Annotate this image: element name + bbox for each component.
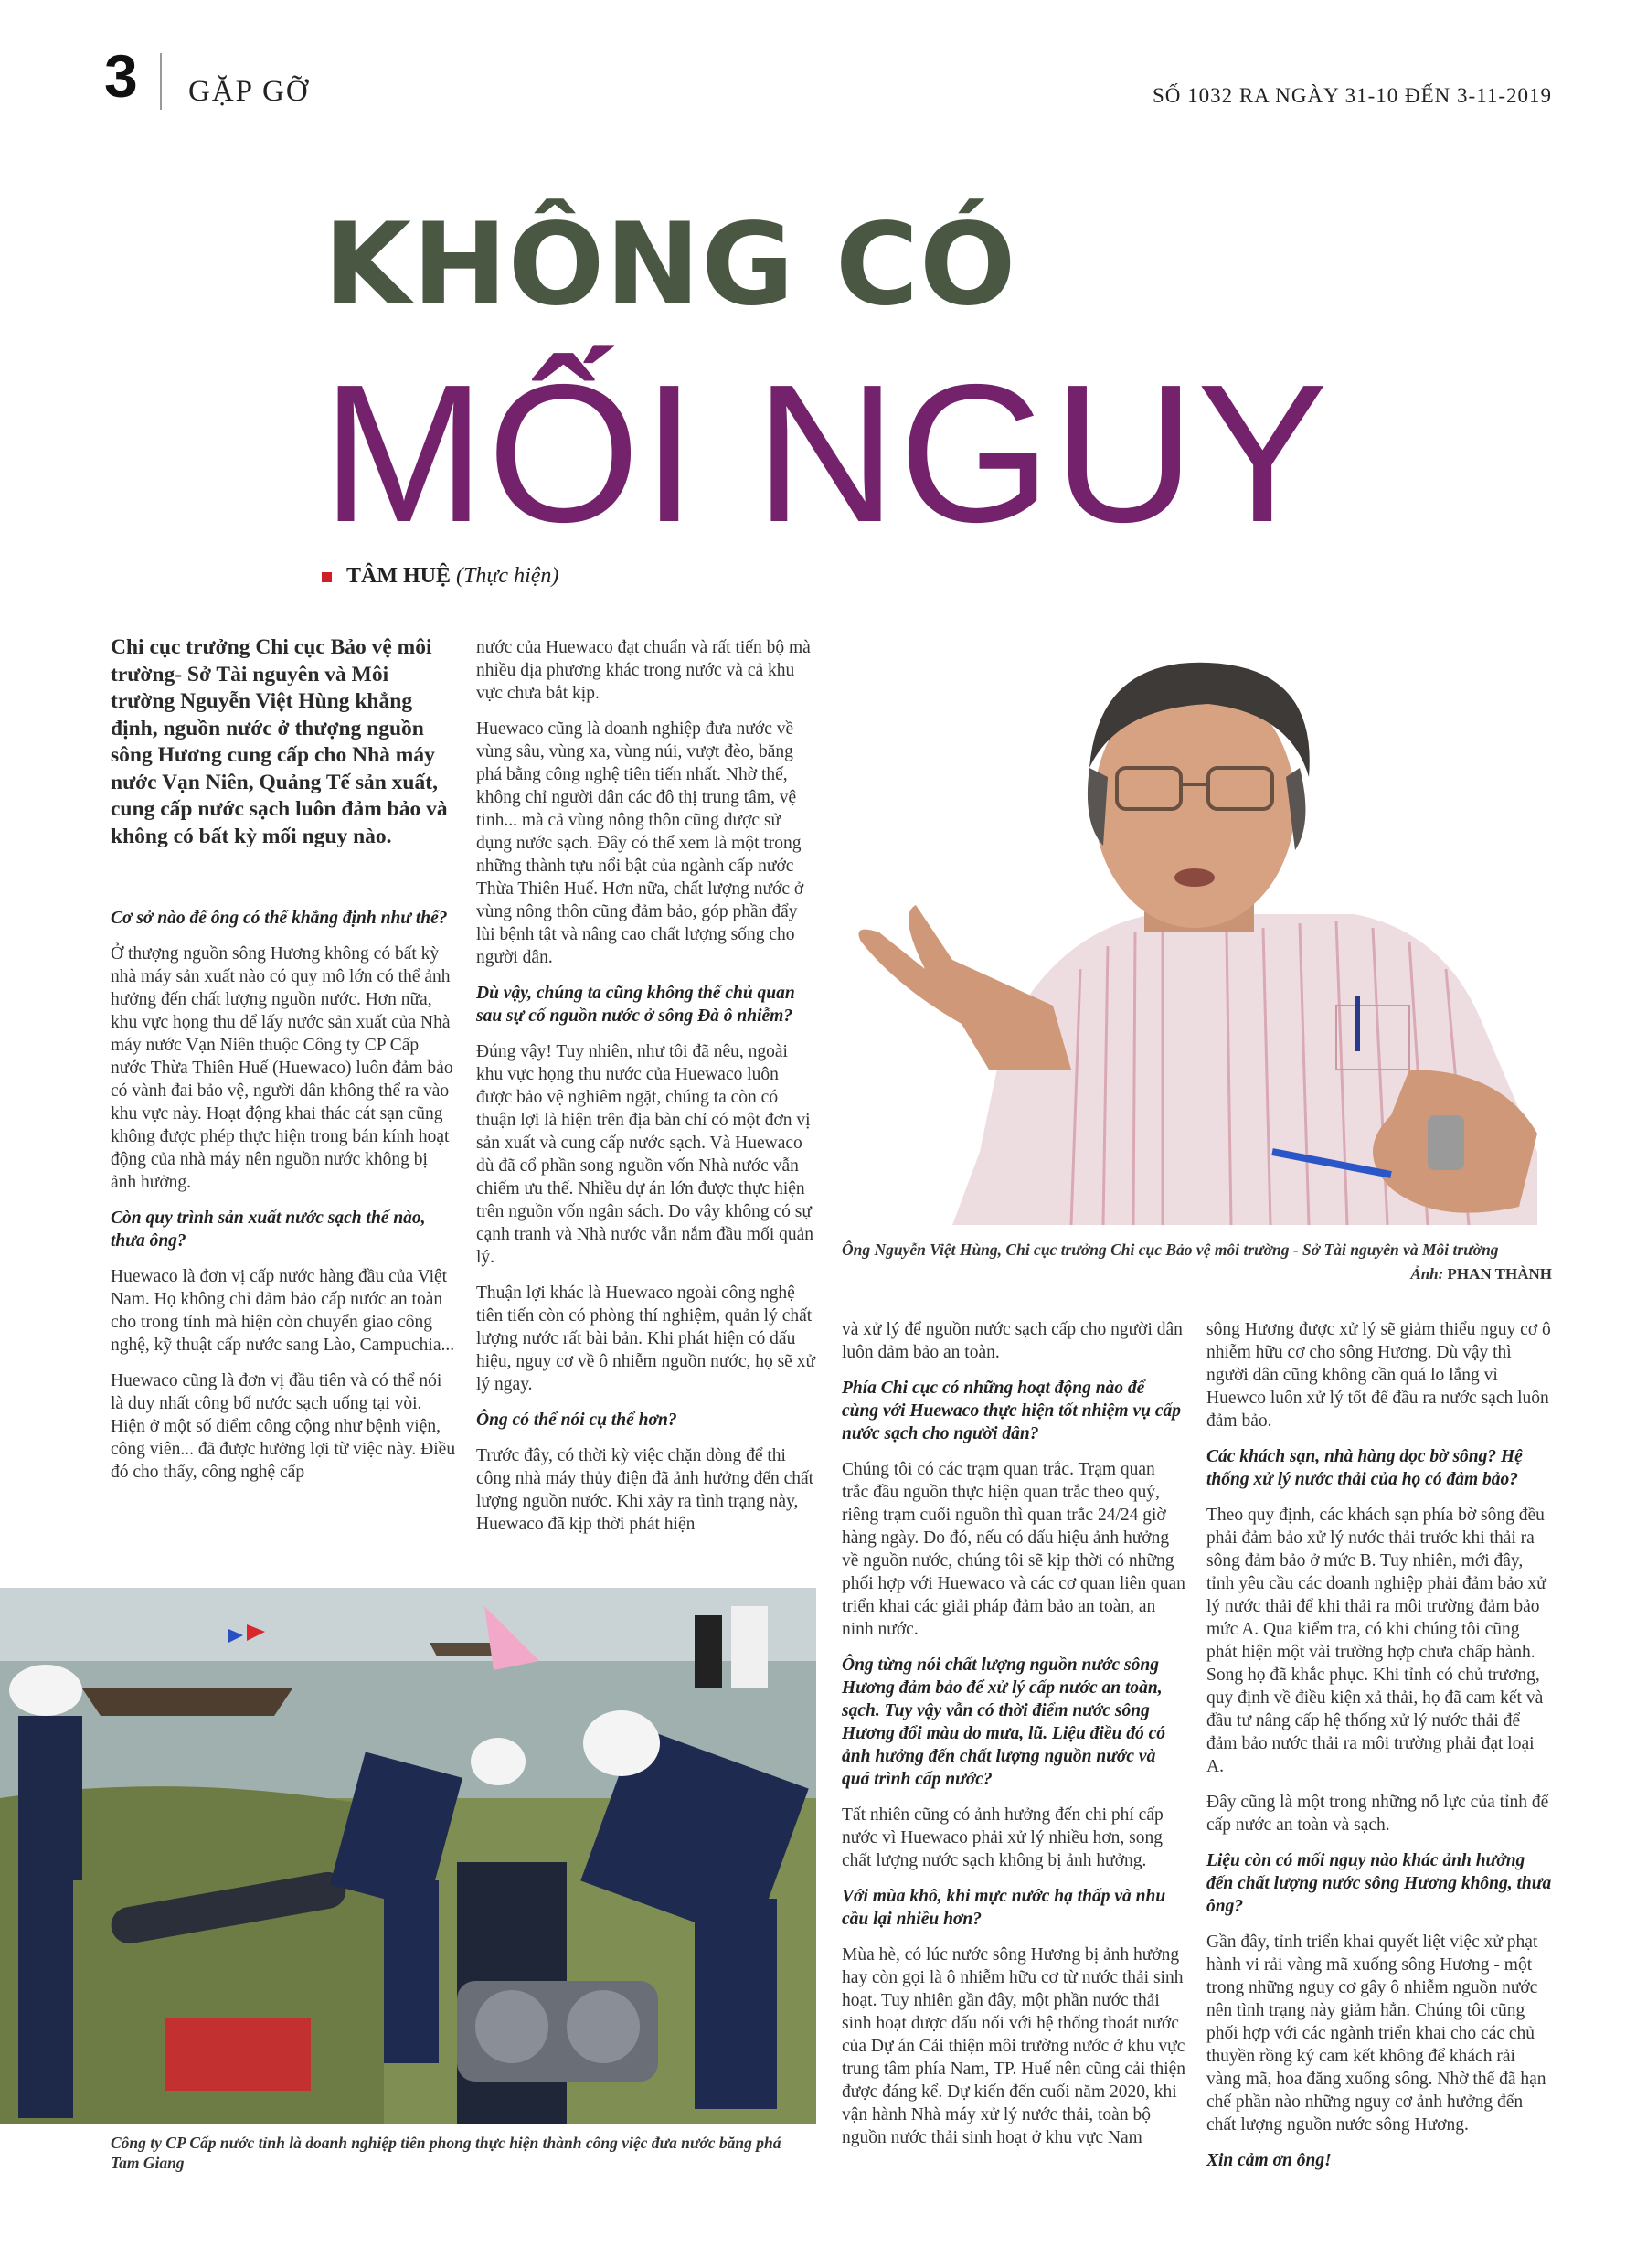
answer: Trước đây, có thời kỳ việc chặn dòng để thi công nhà máy thủy điện đã ảnh hưởng đến chất lượng nguồn nước. Khi xảy ra tình trạng này, Huewaco đã kịp thời phát hiện — [476, 1446, 814, 1534]
issue-info: SỐ 1032 RA NGÀY 31-10 ĐẾN 3-11-2019 — [1152, 84, 1552, 107]
article-column-3 — [842, 1318, 1185, 2162]
question: Cơ sở nào để ông có thể khẳng định như thế? — [111, 909, 448, 928]
byline — [322, 564, 558, 589]
question: Dù vậy, chúng ta cũng không thể chủ quan sau sự cố nguồn nước ở sông Đà ô nhiễm? — [476, 984, 795, 1026]
workers-illustration — [0, 1588, 816, 2124]
header-divider — [160, 53, 162, 110]
page-number: 3 — [104, 42, 138, 110]
photo-credit — [1410, 1265, 1552, 1283]
headline-line-1: KHÔNG CÓ — [324, 199, 1017, 331]
author-role: (Thực hiện) — [456, 564, 559, 588]
photo-credit-name: PHAN THÀNH — [1447, 1265, 1552, 1283]
answer: Huewaco cũng là đơn vị đầu tiên và có thể nói là duy nhất công bố nước sạch uống tại vòi. Hiện ở một số điểm công cộng như bệnh viện, công viên... đã được hưởng lợi từ việc này. Điều đó cho thấy, công nghệ cấp — [111, 1371, 456, 1482]
answer: Đúng vậy! Tuy nhiên, như tôi đã nêu, ngoài khu vực họng thu nước của Huewaco luôn được bảo vệ nghiêm ngặt, chúng ta còn có thuận lợi là hiện trên địa bàn chỉ có một đơn vị sản xuất và cung cấp nước sạch. Và Huewaco dù đã cổ phần song nguồn vốn Nhà nước vẫn chiếm ưu thế. Nhiều dự án lớn được thực hiện trên nguồn vốn ngân sách. Do vậy không có sự cạnh tranh và Nhà nước vẫn nắm đầu mối quản lý. — [476, 1042, 814, 1267]
bullet-square-icon — [322, 572, 332, 582]
answer: và xử lý để nguồn nước sạch cấp cho người dân luôn đảm bảo an toàn. — [842, 1320, 1183, 1362]
answer: Mùa hè, có lúc nước sông Hương bị ảnh hưởng hay còn gọi là ô nhiễm hữu cơ từ nước thải sinh hoạt. Tuy nhiên gần đây, một phần nước thải sinh hoạt được đấu nối với hệ thống thoát nước của Dự án Cải thiện môi trường nước ở khu vực trung tâm phía Nam, TP. Huế nên cũng cải thiện được đáng kể. Dự kiến đến cuối năm 2020, khi vận hành Nhà máy xử lý nước thải, toàn bộ nguồn nước thải sinh hoạt ở khu vực Nam — [842, 1945, 1186, 2147]
portrait-photo — [843, 640, 1556, 1225]
article-column-4 — [1206, 1318, 1552, 2185]
question: Ông từng nói chất lượng nguồn nước sông Hương đảm bảo để xử lý cấp nước an toàn, sạch. Tuy vậy vẫn có thời điểm nước sông Hương đổi màu do mưa, lũ. Liệu điều đó có ảnh hưởng đến chất lượng nguồn nước và quá trình cấp nước? — [842, 1656, 1165, 1789]
lead-paragraph: Chi cục trưởng Chi cục Bảo vệ môi trường- Sở Tài nguyên và Môi trường Nguyễn Việt Hùng khẳng định, nguồn nước ở thượng nguồn sông Hương cung cấp cho Nhà máy nước Vạn Niên, Quảng Tế sản xuất, cung cấp nước sạch luôn đảm bảo và không có bất kỳ mối nguy nào. — [111, 635, 448, 848]
answer: Chúng tôi có các trạm quan trắc. Trạm quan trắc đầu nguồn thực hiện quan trắc theo quý, riêng trạm cuối nguồn thì quan trắc 24/24 giờ hàng ngày. Do đó, nếu có dấu hiệu ảnh hưởng về nguồn nước, chúng tôi sẽ kịp thời có những phối hợp với Huewaco và các cơ quan liên quan triển khai các giải pháp đảm bảo an toàn, an ninh nước. — [842, 1460, 1185, 1639]
portrait-illustration — [843, 640, 1556, 1225]
answer: Tất nhiên cũng có ảnh hưởng đến chi phí cấp nước vì Huewaco phải xử lý nhiều hơn, song chất lượng nước sạch không bị ảnh hưởng. — [842, 1805, 1164, 1870]
portrait-caption: Ông Nguyễn Việt Hùng, Chi cục trưởng Chi cục Bảo vệ môi trường - Sở Tài nguyên và Môi trường — [842, 1240, 1499, 1259]
answer: Theo quy định, các khách sạn phía bờ sông đều phải đảm bảo xử lý nước thải trước khi thải ra sông đảm bảo ở mức B. Tuy nhiên, mới đây, tỉnh yêu cầu các doanh nghiệp phải đảm bảo xử lý nước thải để khi thải ra môi trường đảm bảo mức A. Qua kiểm tra, có khi chúng tôi cũng phát hiện một vài trường hợp chưa chấp hành. Song họ đã khắc phục. Khi tỉnh có chủ trương, quy định về điều kiện xả thải, họ đã cam kết và đầu tư nâng cấp hệ thống xử lý nước thải để đảm bảo nước thải ra môi trường phải đạt loại A. — [1206, 1506, 1546, 1776]
answer: Thuận lợi khác là Huewaco ngoài công nghệ tiên tiến còn có phòng thí nghiệm, quản lý chất lượng nước rất bài bản. Khi phát hiện có dấu hiệu, nguy cơ về ô nhiễm nguồn nước, họ sẽ xử lý ngay. — [476, 1283, 816, 1394]
photo-credit-prefix: Ảnh: — [1410, 1265, 1444, 1283]
question: Liệu còn có mối nguy nào khác ảnh hưởng đến chất lượng nước sông Hương không, thưa ông? — [1206, 1851, 1552, 1916]
author-name: TÂM HUỆ — [346, 564, 451, 588]
question: Phía Chi cục có những hoạt động nào để cùng với Huewaco thực hiện tốt nhiệm vụ cấp nước sạch cho người dân? — [842, 1379, 1181, 1443]
answer: Đây cũng là một trong những nỗ lực của tỉnh để cấp nước an toàn và sạch. — [1206, 1793, 1549, 1835]
section-label: GẶP GỠ — [188, 75, 310, 108]
answer: Huewaco là đơn vị cấp nước hàng đầu của Việt Nam. Họ không chỉ đảm bảo cấp nước an toàn cho trong tỉnh mà hiện còn chuyển giao công nghệ, kỹ thuật cấp nước sang Lào, Campuchia... — [111, 1267, 455, 1355]
question: Với mùa khô, khi mực nước hạ thấp và nhu cầu lại nhiều hơn? — [842, 1887, 1166, 1929]
answer: nước của Huewaco đạt chuẩn và rất tiến bộ mà nhiều địa phương khác trong nước và cả khu vực chưa bắt kịp. — [476, 638, 811, 703]
article-column-1 — [111, 901, 456, 1496]
answer: Gần đây, tỉnh triển khai quyết liệt việc xử phạt hành vi rải vàng mã xuống sông Hương - một trong những nguy cơ gây ô nhiễm nguồn nước nên tình trạng này giảm hẳn. Chúng tôi cũng phối hợp với các ngành triển khai cho các chủ thuyền rồng ký cam kết không để khách rải vàng mã, hoa đăng xuống sông. Nhờ thế đã hạn chế phần nào những nguy cơ ảnh hưởng đến chất lượng nguồn nước sông Hương. — [1206, 1933, 1546, 2135]
headline-line-2: MỐI NGUY — [322, 343, 1330, 563]
answer: sông Hương được xử lý sẽ giảm thiểu nguy cơ ô nhiễm hữu cơ cho sông Hương. Dù vậy thì người dân cũng không cần quá lo lắng vì Huewco luôn xử lý tốt để đầu ra nước sạch luôn đảm bảo. — [1206, 1320, 1551, 1431]
workers-photo — [0, 1588, 816, 2124]
question: Các khách sạn, nhà hàng dọc bờ sông? Hệ thống xử lý nước thải của họ có đảm bảo? — [1206, 1447, 1523, 1489]
question: Ông có thể nói cụ thể hơn? — [476, 1411, 677, 1430]
closing-line: Xin cảm ơn ông! — [1206, 2151, 1332, 2170]
answer: Huewaco cũng là doanh nghiệp đưa nước về vùng sâu, vùng xa, vùng núi, vượt đèo, băng phá bằng công nghệ tiên tiến nhất. Nhờ thế, không chỉ người dân các đô thị trung tâm, vệ tinh... mà cả vùng nông thôn cũng được sử dụng nước sạch. Đây có thể xem là một trong những thành tựu nổi bật của ngành cấp nước Thừa Thiên Huế. Hơn nữa, chất lượng nước ở vùng nông thôn cũng đảm bảo, góp phần đẩy lùi bệnh tật và nâng cao chất lượng sống cho người dân. — [476, 719, 804, 967]
question: Còn quy trình sản xuất nước sạch thế nào, thưa ông? — [111, 1209, 426, 1251]
workers-caption: Công ty CP Cấp nước tỉnh là doanh nghiệp tiên phong thực hiện thành công việc đưa nước băng phá Tam Giang — [111, 2134, 781, 2172]
article-column-2 — [476, 636, 817, 1549]
answer: Ở thượng nguồn sông Hương không có bất kỳ nhà máy sản xuất nào có quy mô lớn có thể ảnh hưởng đến chất lượng nguồn nước. Hơn nữa, khu vực họng thu để lấy nước sản xuất của Nhà máy nước Vạn Niên thuộc Công ty CP Cấp nước Thừa Thiên Huế (Huewaco) luôn đảm bảo có vành đai bảo vệ, người dân không thể ra vào khu vực này. Hoạt động khai thác cát sạn cũng không được phép thực hiện trong bán kính hoạt động của nhà máy nên nguồn nước không bị ảnh hưởng. — [111, 944, 453, 1192]
